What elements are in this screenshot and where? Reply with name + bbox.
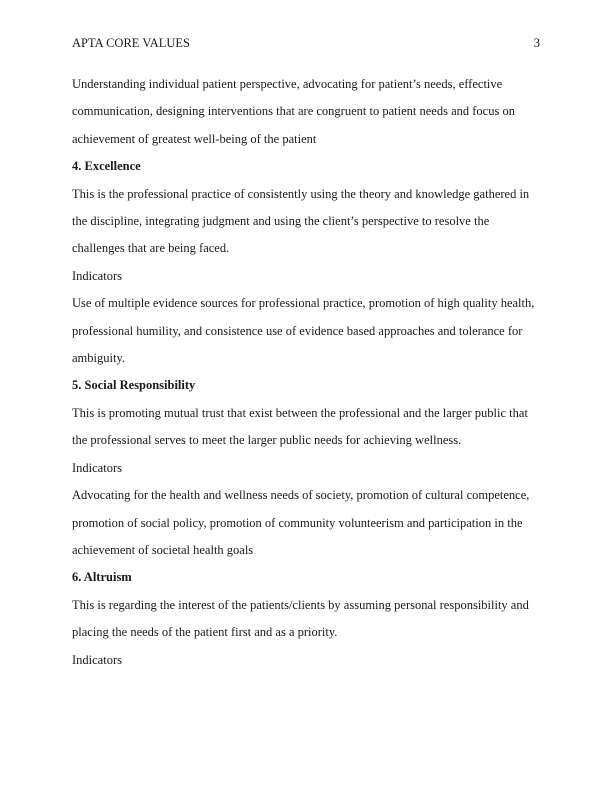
page-number: 3: [533, 36, 540, 50]
paragraph: Advocating for the health and wellness needs of society, promotion of cultural competence, promotion of social policy, promotion of community volunteerism and participation in the achievement of societal health goals: [72, 488, 530, 557]
section-heading-altruism: 6. Altruism: [72, 570, 132, 585]
indicators-label: Indicators: [72, 268, 122, 283]
paragraph: Understanding individual patient perspective, advocating for patient’s needs, effective communication, designing interventions that are congruent to patient needs and focus on achievement of greatest well-being of the patient: [72, 77, 515, 146]
indicators-label: Indicators: [72, 652, 122, 667]
paragraph: This is promoting mutual trust that exist between the professional and the larger public that the professional serves to meet the larger public needs for achieving wellness.: [72, 405, 528, 448]
paragraph: This is regarding the interest of the patients/clients by assuming personal responsibility and placing the needs of the patient first and as a priority.: [72, 597, 529, 640]
section-heading-social-responsibility: 5. Social Responsibility: [72, 378, 196, 393]
page-header: [72, 35, 540, 51]
running-head: APTA CORE VALUES: [72, 36, 191, 50]
paragraph: This is the professional practice of consistently using the theory and knowledge gathered in the discipline, integrating judgment and using the client’s perspective to resolve the challenges that are being faced.: [72, 186, 530, 256]
paragraph: Use of multiple evidence sources for professional practice, promotion of high quality health, professional humility, and consistence use of evidence based approaches and tolerance for ambiguity.: [72, 296, 535, 366]
section-heading-excellence: 4. Excellence: [72, 159, 141, 174]
indicators-label: Indicators: [72, 460, 122, 475]
document-body: [72, 71, 540, 674]
